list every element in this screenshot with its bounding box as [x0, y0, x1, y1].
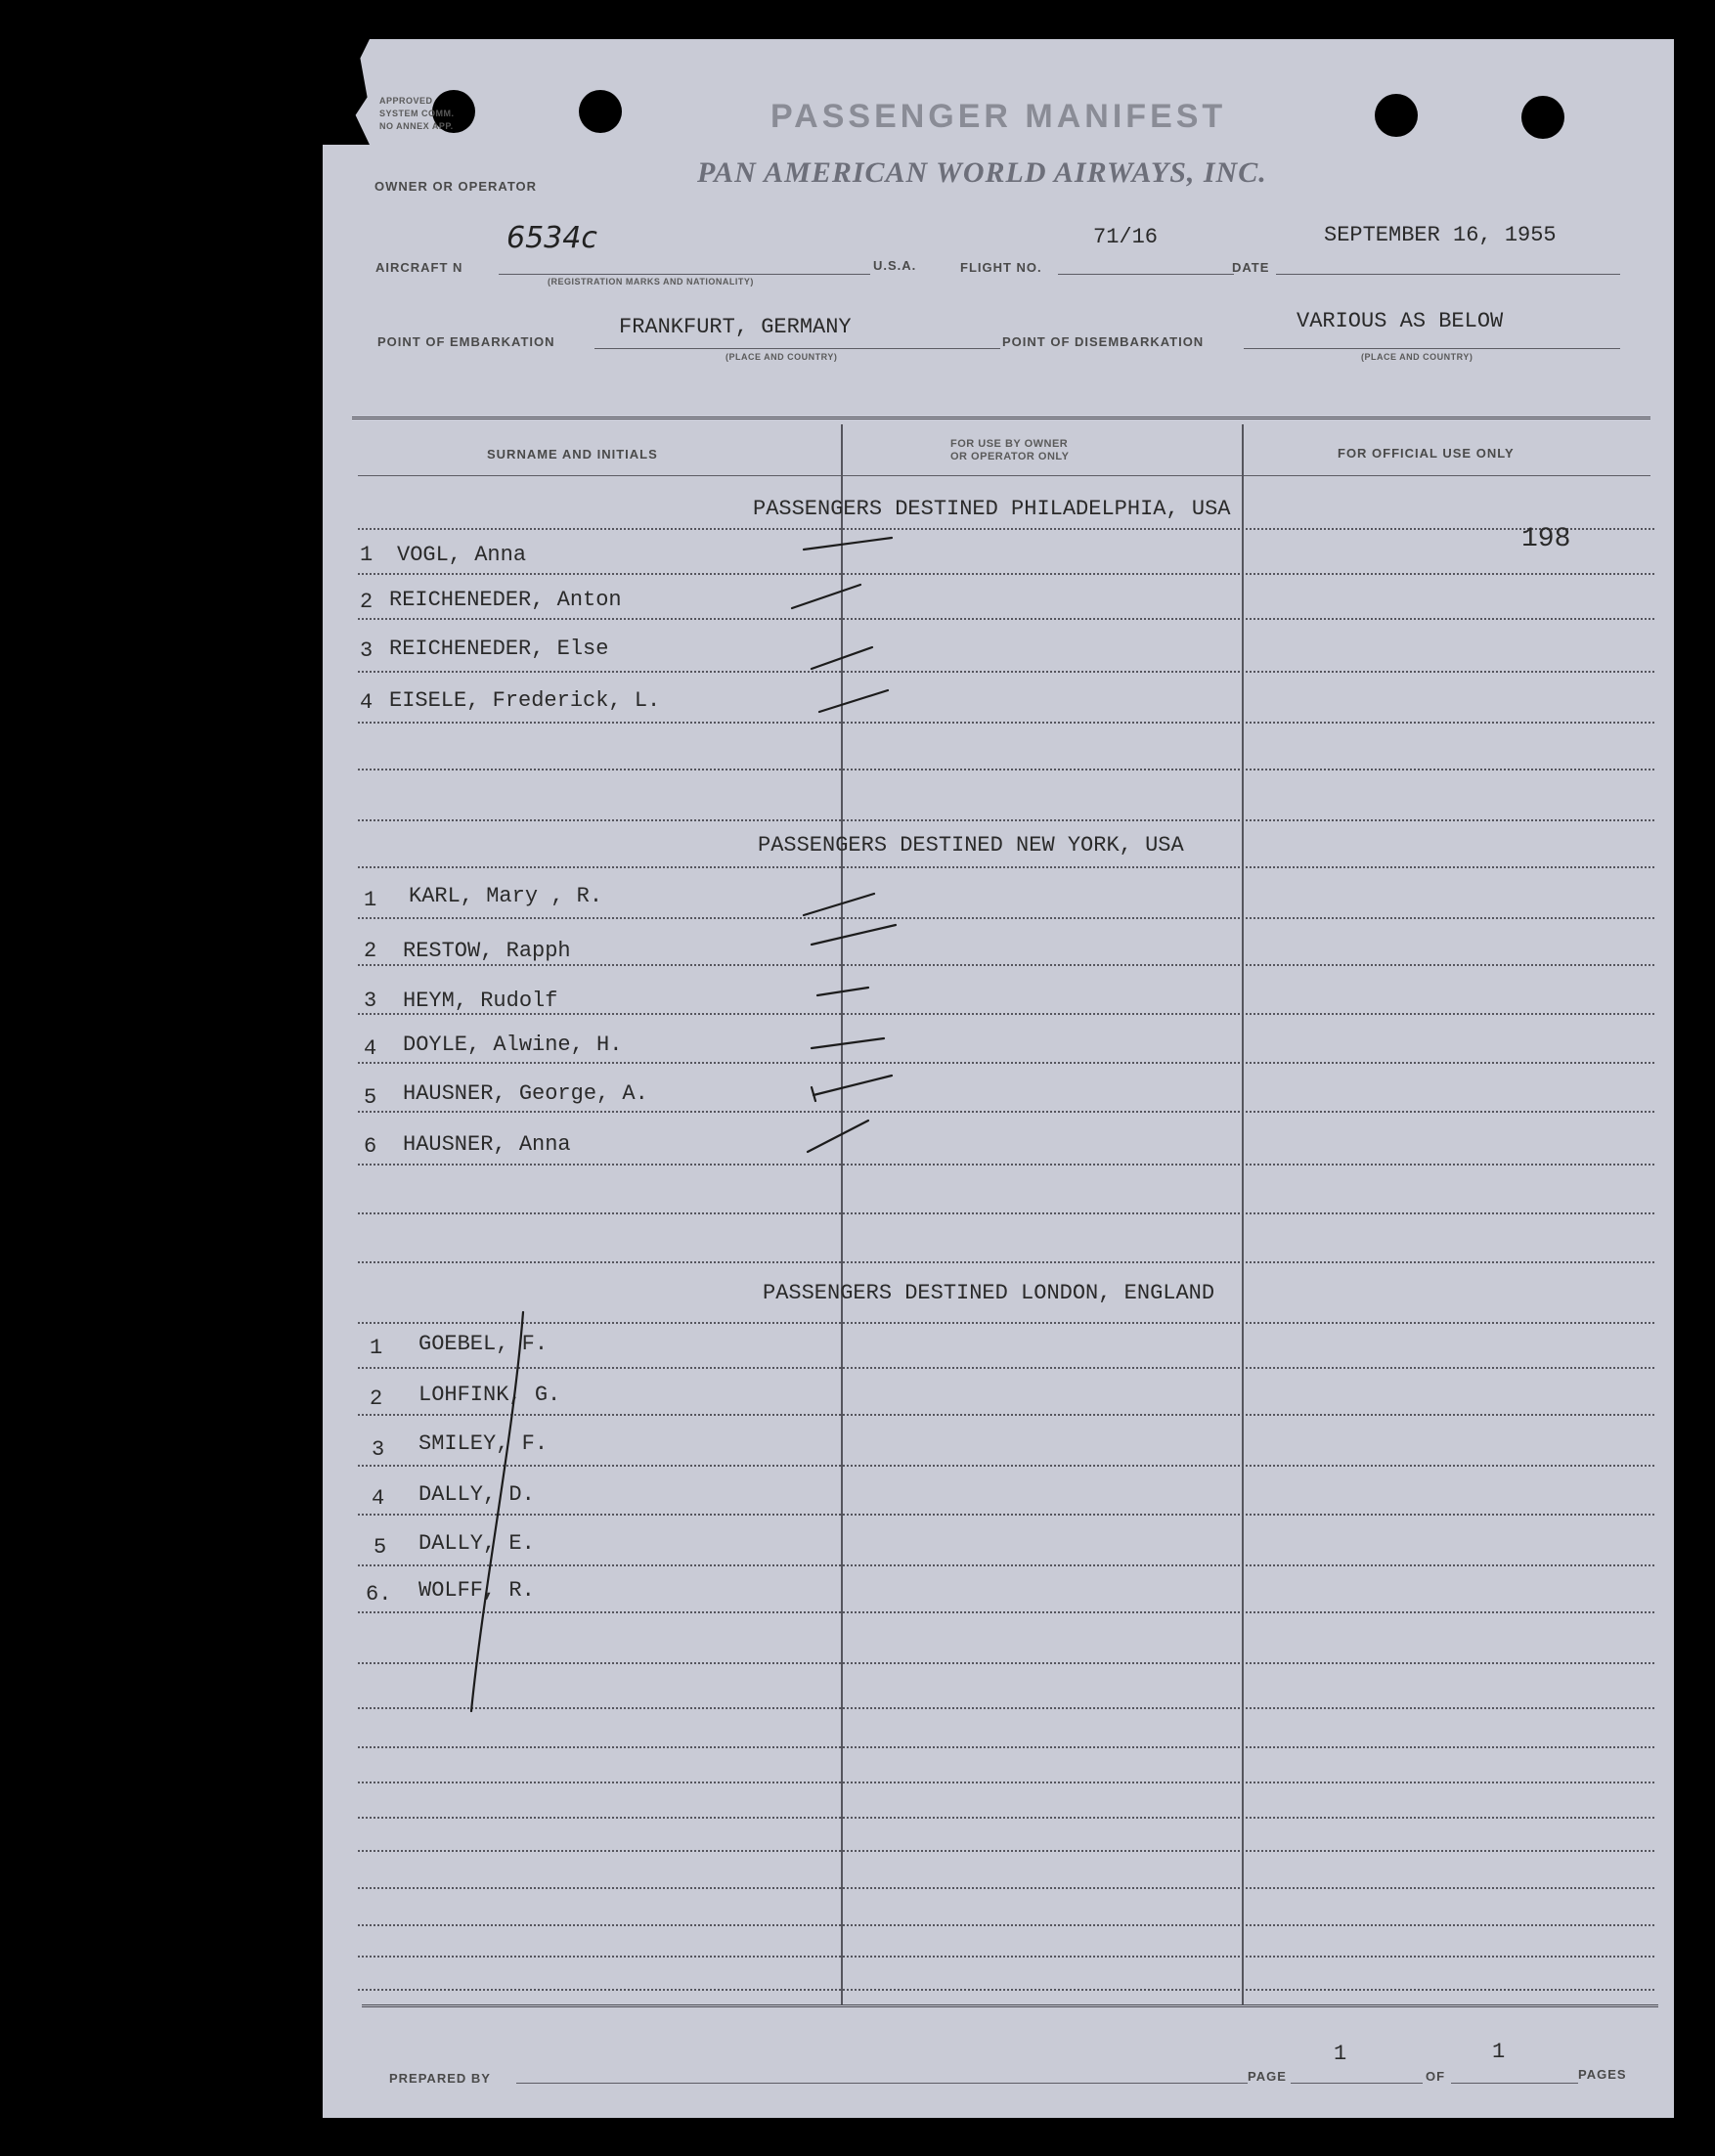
row-rule [358, 671, 1654, 673]
row-rule [358, 1924, 1654, 1926]
row-rule [358, 1013, 1654, 1015]
passenger-name: SMILEY, F. [418, 1431, 549, 1456]
owner-value: PAN AMERICAN WORLD AIRWAYS, INC. [697, 156, 1267, 189]
usa-label: U.S.A. [873, 258, 917, 273]
row-rule [358, 1062, 1654, 1064]
row-rule [358, 769, 1654, 770]
approval-line: NO ANNEX APP. [379, 121, 454, 131]
row-number: 3 [372, 1437, 385, 1462]
row-rule [358, 964, 1654, 966]
aircraft-value: 6534c [506, 221, 597, 255]
column-divider [1242, 424, 1244, 2004]
row-number: 6 [364, 1134, 377, 1159]
row-rule [358, 1662, 1654, 1664]
row-rule [358, 1850, 1654, 1852]
passenger-name: DALLY, D. [418, 1482, 535, 1507]
row-rule [358, 1322, 1654, 1324]
passenger-name: WOLFF, R. [418, 1578, 535, 1603]
pages-label: PAGES [1578, 2067, 1627, 2082]
row-rule [358, 618, 1654, 620]
row-number: 1 [360, 543, 374, 567]
of-underline [1451, 2083, 1578, 2084]
disembarkation-value: VARIOUS AS BELOW [1297, 309, 1504, 333]
row-rule [358, 1564, 1654, 1566]
of-label: OF [1426, 2069, 1446, 2084]
aircraft-underline [499, 274, 870, 275]
row-rule [358, 1887, 1654, 1889]
passenger-name: LOHFINK, G. [418, 1383, 561, 1407]
section-heading: PASSENGERS DESTINED PHILADELPHIA, USA [753, 497, 1231, 521]
row-rule [358, 722, 1654, 724]
row-rule [358, 1111, 1654, 1113]
approval-line: APPROVED [379, 96, 433, 106]
row-rule [358, 1514, 1654, 1516]
row-number: 1 [364, 888, 377, 912]
row-number: 4 [360, 690, 374, 715]
row-rule [358, 528, 1654, 530]
row-number: 1 [370, 1336, 383, 1360]
table-header-rule [358, 475, 1650, 476]
passenger-name: GOEBEL, F. [418, 1332, 549, 1356]
row-rule [358, 1746, 1654, 1748]
row-number: 2 [360, 590, 374, 614]
section-heading: PASSENGERS DESTINED NEW YORK, USA [758, 833, 1184, 858]
date-label: DATE [1232, 260, 1270, 275]
passenger-name: KARL, Mary , R. [409, 884, 603, 908]
pages-value: 1 [1492, 2040, 1506, 2064]
punch-hole [1375, 94, 1418, 137]
embarkation-label: POINT OF EMBARKATION [377, 334, 555, 349]
flight-underline [1058, 274, 1234, 275]
column-divider [841, 424, 843, 2004]
passenger-name: RESTOW, Rapph [403, 939, 571, 963]
row-number: 6. [366, 1582, 392, 1606]
passenger-name: DALLY, E. [418, 1531, 535, 1556]
owner-label: OWNER OR OPERATOR [374, 179, 538, 194]
row-rule [358, 1164, 1654, 1166]
row-number: 3 [360, 638, 374, 663]
row-number: 4 [372, 1486, 385, 1511]
table-bottom-rule [362, 2004, 1658, 2007]
embarkation-underline [594, 348, 1000, 349]
embarkation-value: FRANKFURT, GERMANY [619, 315, 852, 339]
row-number: 2 [370, 1386, 383, 1411]
passenger-name: REICHENEDER, Else [389, 637, 609, 661]
row-rule [358, 1611, 1654, 1613]
prepared-underline [516, 2083, 1248, 2084]
row-rule [358, 1367, 1654, 1369]
column-header-surname: SURNAME AND INITIALS [487, 447, 658, 462]
section-heading: PASSENGERS DESTINED LONDON, ENGLAND [763, 1281, 1215, 1305]
passenger-name: HEYM, Rudolf [403, 989, 558, 1013]
date-underline [1276, 274, 1620, 275]
row-rule [358, 1707, 1654, 1709]
row-rule [358, 1956, 1654, 1958]
column-header-owner: OR OPERATOR ONLY [950, 451, 1070, 462]
manifest-page [323, 39, 1674, 2118]
row-rule [358, 573, 1654, 575]
row-rule [358, 1414, 1654, 1416]
table-top-rule [352, 417, 1650, 419]
flight-label: FLIGHT NO. [960, 260, 1042, 275]
place-caption: (PLACE AND COUNTRY) [1361, 352, 1473, 362]
page-value: 1 [1334, 2042, 1347, 2066]
passenger-name: VOGL, Anna [397, 543, 527, 567]
form-title: PASSENGER MANIFEST [770, 98, 1227, 135]
row-number: 3 [364, 989, 377, 1013]
passenger-name: REICHENEDER, Anton [389, 588, 622, 612]
row-number: 2 [364, 939, 377, 963]
disembarkation-label: POINT OF DISEMBARKATION [1002, 334, 1205, 349]
passenger-name: HAUSNER, Anna [403, 1132, 571, 1157]
page-underline [1291, 2083, 1423, 2084]
disembarkation-underline [1244, 348, 1620, 349]
page-label: PAGE [1248, 2069, 1287, 2084]
place-caption: (PLACE AND COUNTRY) [726, 352, 838, 362]
row-rule [358, 819, 1654, 821]
row-rule [358, 1212, 1654, 1214]
row-rule [358, 1782, 1654, 1783]
row-rule [358, 1261, 1654, 1263]
passenger-name: DOYLE, Alwine, H. [403, 1033, 623, 1057]
passenger-name: EISELE, Frederick, L. [389, 688, 661, 713]
aircraft-label: AIRCRAFT N [375, 260, 463, 275]
punch-hole [1521, 96, 1564, 139]
row-rule [358, 1989, 1654, 1991]
row-number: 5 [374, 1535, 387, 1560]
row-number: 4 [364, 1036, 377, 1061]
approval-line: SYSTEM COMM. [379, 109, 455, 118]
punch-hole [579, 90, 622, 133]
prepared-label: PREPARED BY [389, 2071, 491, 2086]
row-rule [358, 1817, 1654, 1819]
row-rule [358, 866, 1654, 868]
row-rule [358, 1465, 1654, 1467]
column-header-official: FOR OFFICIAL USE ONLY [1338, 446, 1515, 461]
column-header-owner: FOR USE BY OWNER [950, 438, 1069, 450]
row-number: 5 [364, 1085, 377, 1110]
flight-value: 71/16 [1093, 225, 1159, 249]
registration-caption: (REGISTRATION MARKS AND NATIONALITY) [548, 277, 754, 286]
official-note: 198 [1521, 524, 1571, 554]
row-rule [358, 917, 1654, 919]
date-value: SEPTEMBER 16, 1955 [1324, 223, 1557, 247]
passenger-name: HAUSNER, George, A. [403, 1081, 648, 1106]
